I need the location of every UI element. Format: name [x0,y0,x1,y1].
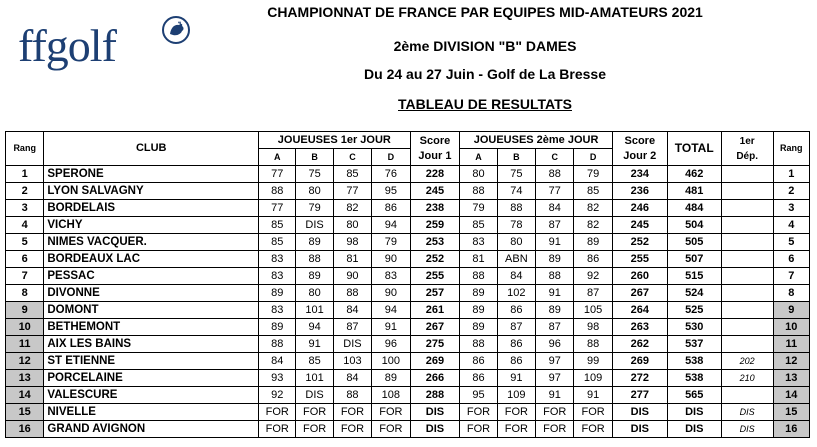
club-name: BORDELAIS [44,200,259,217]
day2-score-c: 77 [536,183,574,200]
day1-score-c: FOR [333,421,371,438]
dep-label-2: Dép. [736,150,758,162]
day2-score-a: FOR [460,404,497,421]
final-rank: 7 [773,268,809,285]
score-day2: 255 [612,251,667,268]
day1-score-d: FOR [372,404,410,421]
col-rang-end: Rang [773,132,809,166]
table-row [6,251,810,268]
day2-score-a: 83 [460,234,497,251]
day2-score-a: 81 [460,251,497,268]
rang-cell: 9 [6,302,44,319]
day1-score-b: 80 [296,285,333,302]
rang-cell: 1 [6,166,44,183]
day2-score-b: 86 [497,353,535,370]
first-departure: DIS [721,421,773,438]
final-rank: 13 [773,370,809,387]
table-row [6,166,810,183]
score2-label-1: Score [624,134,656,147]
ffgolf-logo [18,14,188,76]
score-day1: 257 [410,285,460,302]
club-name: DOMONT [44,302,259,319]
day1-score-b: 101 [296,302,333,319]
day2-score-a: 88 [460,268,497,285]
day1-score-a: 83 [259,268,296,285]
day2-score-d: FOR [574,421,612,438]
day1-score-b: 85 [296,353,333,370]
final-rank: 10 [773,319,809,336]
day1-score-b: 88 [296,251,333,268]
score-day1: 253 [410,234,460,251]
day1-score-c: 90 [333,268,371,285]
score2-label-2: Jour 2 [623,149,657,162]
day1-score-d: 108 [372,387,410,404]
day2-score-c: 88 [536,268,574,285]
table-row [6,234,810,251]
day1-score-d: 89 [372,370,410,387]
day2-score-b: 91 [497,370,535,387]
club-name: PORCELAINE [44,370,259,387]
score-day2: DIS [612,421,667,438]
dep-label-1: 1er [739,135,755,147]
final-rank: 15 [773,404,809,421]
day2-score-b: FOR [497,421,535,438]
day2-player-a: A [460,149,497,166]
score-day2: 272 [612,370,667,387]
day2-score-c: 87 [536,217,574,234]
day1-score-d: 86 [372,200,410,217]
results-table [5,131,810,438]
day1-score-d: 100 [372,353,410,370]
total-score: 481 [667,183,721,200]
day2-score-d: 86 [574,251,612,268]
club-name: VICHY [44,217,259,234]
total-score: DIS [667,421,721,438]
day1-score-d: 90 [372,285,410,302]
total-score: 565 [667,387,721,404]
score-day2: 245 [612,217,667,234]
day1-score-c: 88 [333,285,371,302]
day1-score-a: 85 [259,217,296,234]
day2-score-b: FOR [497,404,535,421]
first-departure [721,319,773,336]
table-row [6,421,810,438]
day1-score-c: 81 [333,251,371,268]
club-name: GRAND AVIGNON [44,421,259,438]
table-row [6,353,810,370]
day1-score-b: DIS [296,387,333,404]
day2-score-d: 87 [574,285,612,302]
day2-score-a: 86 [460,370,497,387]
day1-score-b: FOR [296,404,333,421]
table-row [6,285,810,302]
day1-score-d: 96 [372,336,410,353]
rang-cell: 16 [6,421,44,438]
day1-score-a: 93 [259,370,296,387]
day1-player-c: C [333,149,371,166]
col-score-day2 [612,132,667,166]
score-day2: DIS [612,404,667,421]
day2-score-a: 86 [460,353,497,370]
header-row-top [6,132,810,149]
first-departure [721,234,773,251]
total-score: 484 [667,200,721,217]
day1-player-a: A [259,149,296,166]
day2-score-b: 86 [497,302,535,319]
day1-score-c: 98 [333,234,371,251]
day2-score-c: 84 [536,200,574,217]
day2-score-b: 109 [497,387,535,404]
col-first-departure [721,132,773,166]
first-departure: 210 [721,370,773,387]
total-score: 537 [667,336,721,353]
day2-score-b: 84 [497,268,535,285]
score-day2: 234 [612,166,667,183]
day2-player-b: B [497,149,535,166]
day2-score-b: 88 [497,200,535,217]
day1-score-c: 84 [333,370,371,387]
day1-score-a: 84 [259,353,296,370]
col-club: CLUB [44,132,259,166]
rang-cell: 6 [6,251,44,268]
score-day2: 252 [612,234,667,251]
day2-score-c: FOR [536,404,574,421]
club-name: ST ETIENNE [44,353,259,370]
score-day2: 277 [612,387,667,404]
col-day2-players: JOUEUSES 2ème JOUR [460,132,612,149]
rang-cell: 10 [6,319,44,336]
score-day1: 259 [410,217,460,234]
day2-score-b: 86 [497,336,535,353]
rang-cell: 8 [6,285,44,302]
day1-score-d: 95 [372,183,410,200]
day1-score-c: 84 [333,302,371,319]
day2-score-c: 88 [536,166,574,183]
final-rank: 6 [773,251,809,268]
score1-label-1: Score [419,134,451,147]
day1-score-b: 79 [296,200,333,217]
day2-score-d: 89 [574,234,612,251]
score-day1: 245 [410,183,460,200]
day2-score-d: FOR [574,404,612,421]
table-row [6,200,810,217]
day2-score-c: 91 [536,234,574,251]
rang-cell: 12 [6,353,44,370]
first-departure: 202 [721,353,773,370]
day2-score-d: 109 [574,370,612,387]
day1-score-b: 94 [296,319,333,336]
rang-cell: 15 [6,404,44,421]
table-row [6,387,810,404]
day1-score-a: 89 [259,285,296,302]
day2-score-b: 74 [497,183,535,200]
final-rank: 16 [773,421,809,438]
division-title: 2ème DIVISION "B" DAMES [393,38,577,54]
score-day1: 269 [410,353,460,370]
day2-player-d: D [574,149,612,166]
day2-score-d: 88 [574,336,612,353]
club-name: PESSAC [44,268,259,285]
score-day1: 228 [410,166,460,183]
day2-score-c: 97 [536,353,574,370]
score-day1: DIS [410,404,460,421]
total-score: 524 [667,285,721,302]
score-day1: DIS [410,421,460,438]
score-day2: 260 [612,268,667,285]
day1-score-c: FOR [333,404,371,421]
total-score: 504 [667,217,721,234]
day2-score-d: 98 [574,319,612,336]
total-score: 538 [667,353,721,370]
day1-score-c: 77 [333,183,371,200]
total-score: 538 [667,370,721,387]
rang-cell: 4 [6,217,44,234]
rang-cell: 13 [6,370,44,387]
club-name: LYON SALVAGNY [44,183,259,200]
total-score: 505 [667,234,721,251]
day1-score-b: 75 [296,166,333,183]
rooster-icon [160,14,192,46]
first-departure [721,268,773,285]
col-total: TOTAL [667,132,721,166]
day1-score-b: 80 [296,183,333,200]
day2-score-a: 88 [460,336,497,353]
day1-player-b: B [296,149,333,166]
final-rank: 9 [773,302,809,319]
day2-score-a: 80 [460,166,497,183]
day2-score-d: 82 [574,200,612,217]
day1-score-c: 87 [333,319,371,336]
day2-score-a: FOR [460,421,497,438]
day2-score-b: 87 [497,319,535,336]
day1-score-d: 94 [372,302,410,319]
col-score-day1 [410,132,460,166]
day1-score-b: FOR [296,421,333,438]
day2-score-b: 78 [497,217,535,234]
first-departure [721,285,773,302]
day1-score-b: DIS [296,217,333,234]
day1-score-a: 85 [259,234,296,251]
final-rank: 4 [773,217,809,234]
day2-score-a: 88 [460,183,497,200]
day1-score-d: 90 [372,251,410,268]
club-name: NIVELLE [44,404,259,421]
day1-score-d: 83 [372,268,410,285]
final-rank: 3 [773,200,809,217]
table-row [6,183,810,200]
score-day1: 275 [410,336,460,353]
day1-score-a: FOR [259,421,296,438]
score1-label-2: Jour 1 [418,149,452,162]
rang-cell: 7 [6,268,44,285]
score-day1: 238 [410,200,460,217]
score-day2: 263 [612,319,667,336]
total-score: 462 [667,166,721,183]
final-rank: 11 [773,336,809,353]
day1-score-a: 83 [259,302,296,319]
day1-score-a: 92 [259,387,296,404]
day2-score-c: 89 [536,302,574,319]
day2-score-b: ABN [497,251,535,268]
total-score: DIS [667,404,721,421]
day1-score-a: 83 [259,251,296,268]
score-day2: 262 [612,336,667,353]
day1-score-a: 88 [259,183,296,200]
score-day2: 246 [612,200,667,217]
club-name: BETHEMONT [44,319,259,336]
first-departure [721,217,773,234]
day2-score-c: 91 [536,387,574,404]
score-day1: 288 [410,387,460,404]
day2-score-d: 82 [574,217,612,234]
col-rang: Rang [6,132,44,166]
dates-venue: Du 24 au 27 Juin - Golf de La Bresse [364,66,606,82]
day1-score-b: 91 [296,336,333,353]
table-row [6,319,810,336]
score-day1: 255 [410,268,460,285]
first-departure [721,387,773,404]
club-name: VALESCURE [44,387,259,404]
day1-score-a: FOR [259,404,296,421]
day1-score-d: 91 [372,319,410,336]
score-day1: 252 [410,251,460,268]
day2-score-d: 105 [574,302,612,319]
score-day1: 267 [410,319,460,336]
day1-score-a: 77 [259,166,296,183]
day1-score-c: 80 [333,217,371,234]
table-row [6,370,810,387]
score-day2: 264 [612,302,667,319]
day2-score-a: 89 [460,285,497,302]
final-rank: 1 [773,166,809,183]
first-departure [721,336,773,353]
score-day2: 236 [612,183,667,200]
score-day2: 269 [612,353,667,370]
rang-cell: 2 [6,183,44,200]
club-name: AIX LES BAINS [44,336,259,353]
results-table-title: TABLEAU DE RESULTATS [398,96,572,112]
day2-score-c: 87 [536,319,574,336]
championship-title: CHAMPIONNAT DE FRANCE PAR EQUIPES MID-AMATEURS 2021 [267,4,703,20]
day2-score-c: 89 [536,251,574,268]
day2-score-b: 80 [497,234,535,251]
day2-score-d: 99 [574,353,612,370]
total-score: 525 [667,302,721,319]
score-day1: 261 [410,302,460,319]
club-name: NIMES VACQUER. [44,234,259,251]
day2-score-d: 91 [574,387,612,404]
day2-score-b: 102 [497,285,535,302]
day2-score-a: 95 [460,387,497,404]
day1-score-d: FOR [372,421,410,438]
first-departure [721,302,773,319]
club-name: BORDEAUX LAC [44,251,259,268]
day2-score-d: 92 [574,268,612,285]
day2-score-a: 89 [460,302,497,319]
day2-score-c: FOR [536,421,574,438]
day2-score-c: 91 [536,285,574,302]
score-day2: 267 [612,285,667,302]
total-score: 515 [667,268,721,285]
table-row [6,217,810,234]
club-name: SPERONE [44,166,259,183]
day1-score-b: 89 [296,234,333,251]
total-score: 507 [667,251,721,268]
day2-score-a: 79 [460,200,497,217]
first-departure [721,166,773,183]
day1-score-c: 82 [333,200,371,217]
day1-score-a: 88 [259,336,296,353]
rang-cell: 14 [6,387,44,404]
final-rank: 8 [773,285,809,302]
rang-cell: 3 [6,200,44,217]
first-departure [721,183,773,200]
day1-score-c: 103 [333,353,371,370]
final-rank: 14 [773,387,809,404]
day2-score-a: 89 [460,319,497,336]
table-row [6,268,810,285]
day1-score-d: 76 [372,166,410,183]
first-departure: DIS [721,404,773,421]
day1-score-a: 77 [259,200,296,217]
day2-score-c: 96 [536,336,574,353]
score-day1: 266 [410,370,460,387]
day2-score-d: 79 [574,166,612,183]
day1-score-d: 79 [372,234,410,251]
logo-text: ffgolf [18,20,116,71]
day1-score-b: 89 [296,268,333,285]
col-day1-players: JOUEUSES 1er JOUR [259,132,410,149]
rang-cell: 11 [6,336,44,353]
total-score: 530 [667,319,721,336]
results-body [6,166,810,438]
rang-cell: 5 [6,234,44,251]
day2-score-a: 85 [460,217,497,234]
day1-player-d: D [372,149,410,166]
final-rank: 2 [773,183,809,200]
day1-score-c: 88 [333,387,371,404]
first-departure [721,251,773,268]
club-name: DIVONNE [44,285,259,302]
table-row [6,336,810,353]
day2-player-c: C [536,149,574,166]
final-rank: 5 [773,234,809,251]
day2-score-c: 97 [536,370,574,387]
final-rank: 12 [773,353,809,370]
table-row [6,302,810,319]
day1-score-d: 94 [372,217,410,234]
day2-score-b: 75 [497,166,535,183]
day1-score-b: 101 [296,370,333,387]
day2-score-d: 85 [574,183,612,200]
day1-score-c: DIS [333,336,371,353]
table-row [6,404,810,421]
day1-score-a: 89 [259,319,296,336]
first-departure [721,200,773,217]
day1-score-c: 85 [333,166,371,183]
